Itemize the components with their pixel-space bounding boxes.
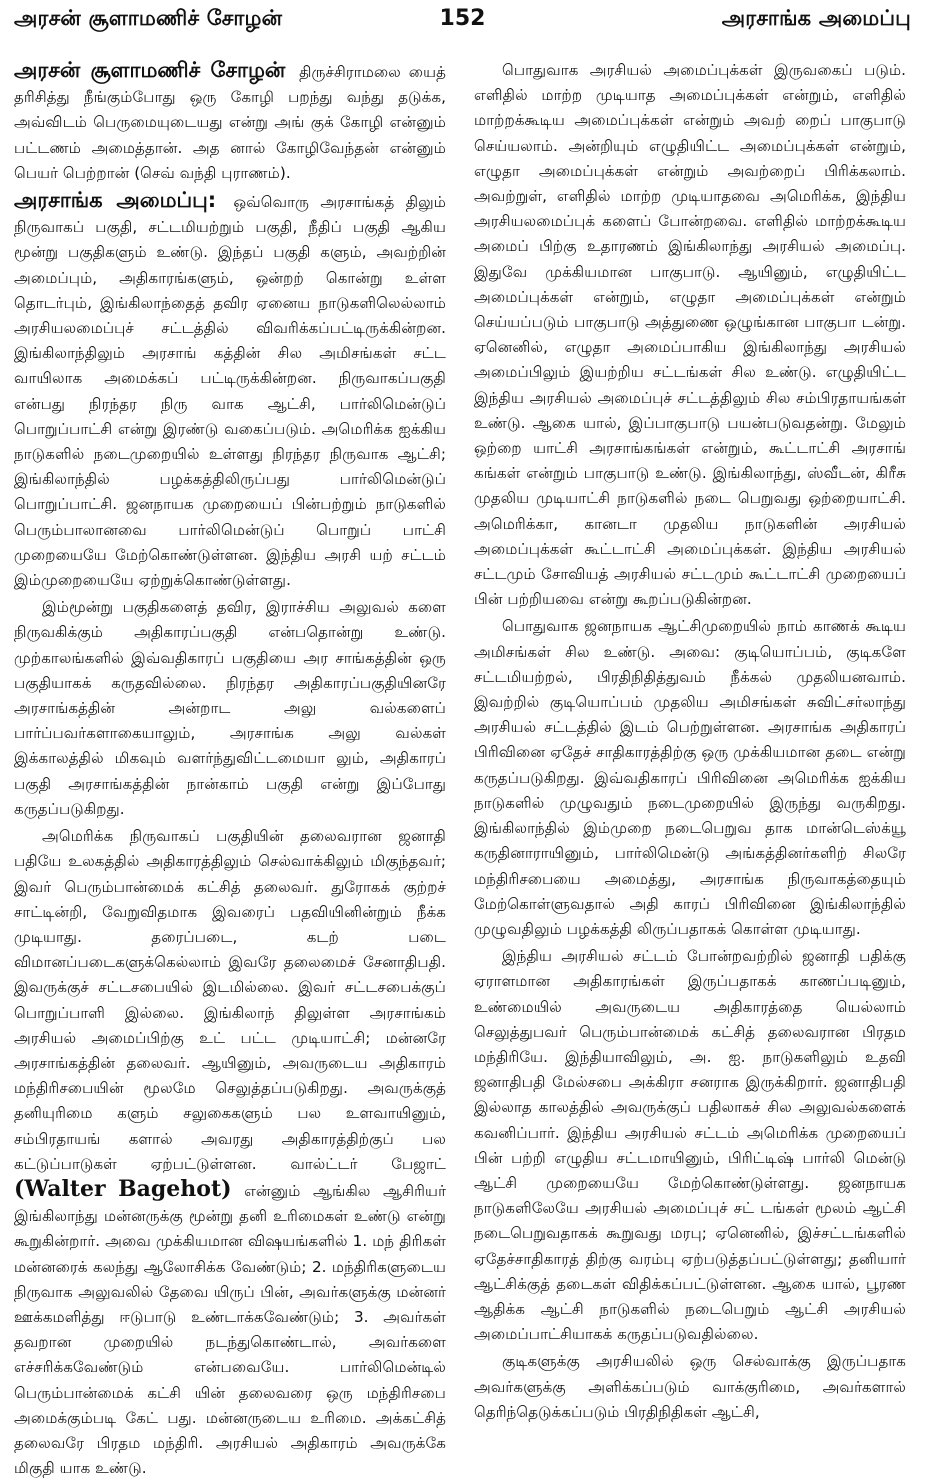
entry-body: ஒவ்வொரு அரசாங்கத் திலும் நிருவாகப் பகுதி, சட்டமியற்றும் பகுதி, நீதிப் பகுதி ஆகிய மூன்று பகுதிகளும் உண்டு. இந்தப் பகுதி களும், அவற்றின் அமைப்பும், அதிகாரங்களும், ஒன்றற் கொன்று உள்ள தொடர்பும், இங்கிலாந்தைத் தவிர ஏனைய நாடுகளிலெல்லாம் அரசியலமைப்புச் சட்டத்தில் விவரிக்கப்பட்டிருக்கின்றன. இங்கிலாந்திலும் அரசாங் கத்தின் சில அமிசங்கள் சட்ட வாயிலாக அமைக்கப் பட்டிருக்கின்றன. நிருவாகப்பகுதி என்பது நிரந்தர நிரு வாக ஆட்சி, பார்லிமென்டுப் பொறுப்பாட்சி என்று இரண்டு வகைப்படும். அமெரிக்க ஐக்கிய நாடுகளில் நடைமுறையில் உள்ளது நிரந்தர நிருவாக ஆட்சி; இங்கிலாந்தில் பழக்கத்திலிருப்பது பார்லிமென்டுப் பொறுப்பாட்சி. ஜனநாயக முறையைப் பின்பற்றும் நாடுகளில் பெரும்பாலானவை பார்லிமென்டுப் பொறுப் பாட்சி முறையையே மேற்கொண்டுள்ளன. இந்திய அரசி யற் சட்டம் இம்முறையையே ஏற்றுக்கொண்டுள்ளது. [14,193,447,590]
entry-paragraph [14,188,446,593]
right-column [474,58,906,1421]
page-number: 152 [439,6,486,31]
latin-name: Bagehot) [118,1175,232,1202]
body-text: அமெரிக்க நிருவாகப் பகுதியின் தலைவரான ஜனாதி பதியே உலகத்தில் அதிகாரத்திலும் செல்வாக்கிலும் மிகுந்தவர்; இவர் பெரும்பான்மைக் கட்சித் தலைவர். துரோகக் குற்றச் சாட்டின்றி, வேறுவிதமாக இவரைப் பதவியினின்றும் நீக்க முடியாது. தரைப்படை, கடற் படை விமானப்படைகளுக்கெல்லாம் இவரே தலைமைச் சேனாதிபதி. இவருக்குச் சட்டசபையில் இடமில்லை. இவர் சட்டசபைக்குப் பொறுப்பாளி இல்லை. இங்கிலாந் திலுள்ள அரசாங்கம் அரசியல் அமைப்பிற்கு உட் பட்ட முடியாட்சி; மன்னரே அரசாங்கத்தின் தலைவர். ஆயினும், அவருடைய அதிகாரம் மந்திரிசபையின் மூலமே செலுத்தப்படுகிறது. அவருக்குத் தனியுரிமை களும் சலுகைகளும் பல உளவாயினும், சம்பிரதாயங் களால் அவரது அதிகாரத்திற்குப் பல கட்டுப்பாடுகள் ஏற்பட்டுள்ளன. வால்ட்டர் பேஜாட் [14,827,446,1173]
header-right-title: அரசாங்க அமைப்பு [721,6,911,30]
entry-headword: அரசாங்க அமைப்பு: [14,188,217,213]
body-text: என்னும் ஆங்கில ஆசிரியர் இங்கிலாந்து மன்னருக்கு மூன்று தனி உரிமைகள் உண்டு என்று கூறுகின்றார். அவை முக்கியமான விஷயங்களில் 1. மந் திரிகள் மன்னரைக் கலந்து ஆலோசிக்க வேண்டும்; 2. மந்திரிகளுடைய நிருவாக அலுவலில் தேவை யிருப் பின், அவர்களுக்கு மன்னர் ஊக்கமளித்து ஈடுபாடு உண்டாக்கவேண்டும்; 3. அவர்கள் தவறான முறையில் நடந்துகொண்டால், அவர்களை எச்சரிக்கவேண்டும் என்பவையே. பார்லிமென்டில் பெரும்பான்மைக் கட்சி யின் தலைவரை ஒரு மந்திரிசபை அமைக்கும்படி கேட் பது. மன்னருடைய உரிமை. அக்கட்சித் தலைவரே பிரதம மந்திரி. அரசியல் அதிகாரம் அவருக்கே மிகுதி யாக உண்டு. [14,1181,447,1478]
entry-paragraph [14,58,446,186]
latin-name: (Walter [14,1175,106,1202]
entry-headword: அரசன் சூளாமணிச் சோழன் [14,58,286,82]
entry-body: திருச்சிராமலை யைத் தரிசித்து நீங்கும்போது ஒரு கோழி பறந்து வந்து தடுக்க, அவ்விடம் பெருமையுடையது என்று அங் குக் கோழி என்னும் பட்டணம் அமைத்தான். அத னால் கோழிவேந்தன் என்னும் பெயர் பெற்றான் (செவ் வந்தி புராணம்). [14,63,446,182]
body-paragraph: இம்மூன்று பகுதிகளைத் தவிர, இராச்சிய அலுவல் களை நிருவகிக்கும் அதிகாரப்பகுதி என்பதொன்று உண்டு. முற்காலங்களில் இவ்வதிகாரப் பகுதியை அர சாங்கத்தின் ஒரு பகுதியாகக் கருதவில்லை. நிரந்தர அதிகாரப்பகுதியினரே அரசாங்கத்தின் அன்றாட அலு வல்களைப் பார்ப்பவர்களாகையாலும், அரசாங்க அலு வல்கள் இக்காலத்தில் மிகவும் வளர்ந்துவிட்டமையா லும், அதிகாரப் பகுதி அரசாங்கத்தின் நான்காம் பகுதி என்று இப்போது கருதப்படுகிறது. [14,598,446,818]
body-paragraph [14,824,446,1481]
running-header [14,6,911,40]
left-column [14,58,447,1478]
body-paragraph: பொதுவாக ஜனநாயக ஆட்சிமுறையில் நாம் காணக் கூடிய அமிசங்கள் சில உண்டு. அவை: குடியொப்பம், குடிகளே சட்டமியற்றல், பிரதிநிதித்துவம் நீக்கல் முதலியனவாம். இவற்றில் குடியொப்பம் முதலிய அமிசங்கள் சுவிட்சர்லாந்து அரசியல் சட்டத்தில் இடம் பெற்றுள்ளன. அரசாங்க அதிகாரப் பிரிவினை ஏதேச் சாதிகாரத்திற்கு ஒரு முக்கியமான தடை என்று கருதப்படுகிறது. இவ்வதிகாரப் பிரிவினை அமெரிக்க ஐக்கிய நாடுகளில் முழுவதும் நடைமுறையில் இருந்து வருகிறது. இங்கிலாந்தில் இம்முறை நடைபெறுவ தாக மான்டெஸ்க்யூ கருதினாராயினும், பார்லிமென்டு அங்கத்தினர்களிற் சிலரே மந்திரிசபையை அமைத்து, அரசாங்க நிருவாகத்தையும் மேற்கொள்ளுவதால் அதி காரப் பிரிவினை இங்கிலாந்தில் முழுவதிலும் பழக்கத்தி லிருப்பதாகக் கொள்ள முடியாது. [474,617,906,938]
body-paragraph: குடிகளுக்கு அரசியலில் ஒரு செல்வாக்கு இருப்பதாக அவர்களுக்கு அளிக்கப்படும் வாக்குரிமை, அவர்களால் தெரிந்தெடுக்கப்படும் பிரதிநிதிகள் ஆட்சி, [474,1352,906,1421]
header-left-title: அரசன் சூளாமணிச் சோழன் [14,6,283,30]
body-paragraph: பொதுவாக அரசியல் அமைப்புக்கள் இருவகைப் படும். எளிதில் மாற்ற முடியாத அமைப்புக்கள் என்றும், எளிதில் மாற்றக்கூடிய அமைப்புக்கள் என்றும் அவற் றைப் பாகுபாடு செய்யலாம். அன்றியும் எழுதியிட்ட அமைப்புக்கள் என்றும், எழுதா அமைப்புக்கள் என்றும் அவற்றைப் பிரிக்கலாம். அவற்றுள், எளிதில் மாற்ற முடியாதவை அமெரிக்க, இந்திய அரசியலமைப்புக் களைப் போன்றவை. எளிதில் மாற்றக்கூடிய அமைப் பிற்கு உதாரணம் இங்கிலாந்து அரசியல் அமைப்பு. இதுவே முக்கியமான பாகுபாடு. ஆயினும், எழுதியிட்ட அமைப்புக்கள் என்றும், எழுதா அமைப்புக்கள் என்றும் செய்யப்படும் பாகுபாடு அத்துணை ஒழுங்கான பாகுபா டன்று. ஏனெனில், எழுதா அமைப்பாகிய இங்கிலாந்து அரசியல் அமைப்பிலும் இயற்றிய சட்டங்கள் சில உண்டு. எழுதியிட்ட இந்திய அரசியல் அமைப்புச் சட்டத்திலும் சில சம்பிரதாயங்கள் உண்டு. ஆகை யால், இப்பாகுபாடு பயன்படுவதன்று. மேலும் ஒற்றை யாட்சி அரசாங்கங்கள் என்றும், கூட்டாட்சி அரசாங் கங்கள் என்றும் பாகுபாடு உண்டு. இங்கிலாந்து, ஸ்வீடன், கிரீசு முதலிய முடியாட்சி நாடுகளில் நடை பெறுவது ஒற்றையாட்சி. அமெரிக்கா, கானடா முதலிய நாடுகளின் அரசியல் அமைப்புக்கள் கூட்டாட்சி அமைப்புக்கள். இந்திய அரசியல் சட்டமும் சோவியத் அரசியல் சட்டமும் கூட்டாட்சி முறையைப் பின் பற்றியவை என்று கூறப்படுகின்றன. [474,61,906,609]
body-paragraph: இந்திய அரசியல் சட்டம் போன்றவற்றில் ஜனாதி பதிக்கு ஏராளமான அதிகாரங்கள் இருப்பதாகக் காணப்படினும், உண்மையில் அவருடைய அதிகாரத்தை யெல்லாம் செலுத்துபவர் பெரும்பான்மைக் கட்சித் தலைவரான பிரதம மந்திரியே. இந்தியாவிலும், அ. ஐ. நாடுகளிலும் உதவி ஜனாதிபதி மேல்சபை அக்கிரா சனராக இருக்கிறார். ஜனாதிபதி இல்லாத காலத்தில் அவருக்குப் பதிலாகச் சில அலுவல்களைக் கவனிப்பார். இந்திய அரசியல் சட்டம் அமெரிக்க முறையைப் பின் பற்றி எழுதிய சட்டமாயினும், பிரிட்டிஷ் பார்லி மென்டு ஆட்சி முறையையே மேற்கொண்டுள்ளது. ஜனநாயக நாடுகளிலேயே அரசியல் அமைப்புச் சட் டங்கள் மூலம் ஆட்சி நடைபெறுவதாகக் கூறுவது மரபு; ஏனெனில், இச்சட்டங்களில் ஏதேச்சாதிகாரத் திற்கு வரம்பு ஏற்படுத்தப்பட்டுள்ளது; தனியார் ஆட்சிக்குத் தடைகள் விதிக்கப்பட்டுள்ளன. ஆகை யால், பூரண ஆதிக்க ஆட்சி நாடுகளில் நடைபெறும் ஆட்சி அரசியல் அமைப்பாட்சியாகக் கருதப்படுவதில்லை. [474,947,906,1344]
